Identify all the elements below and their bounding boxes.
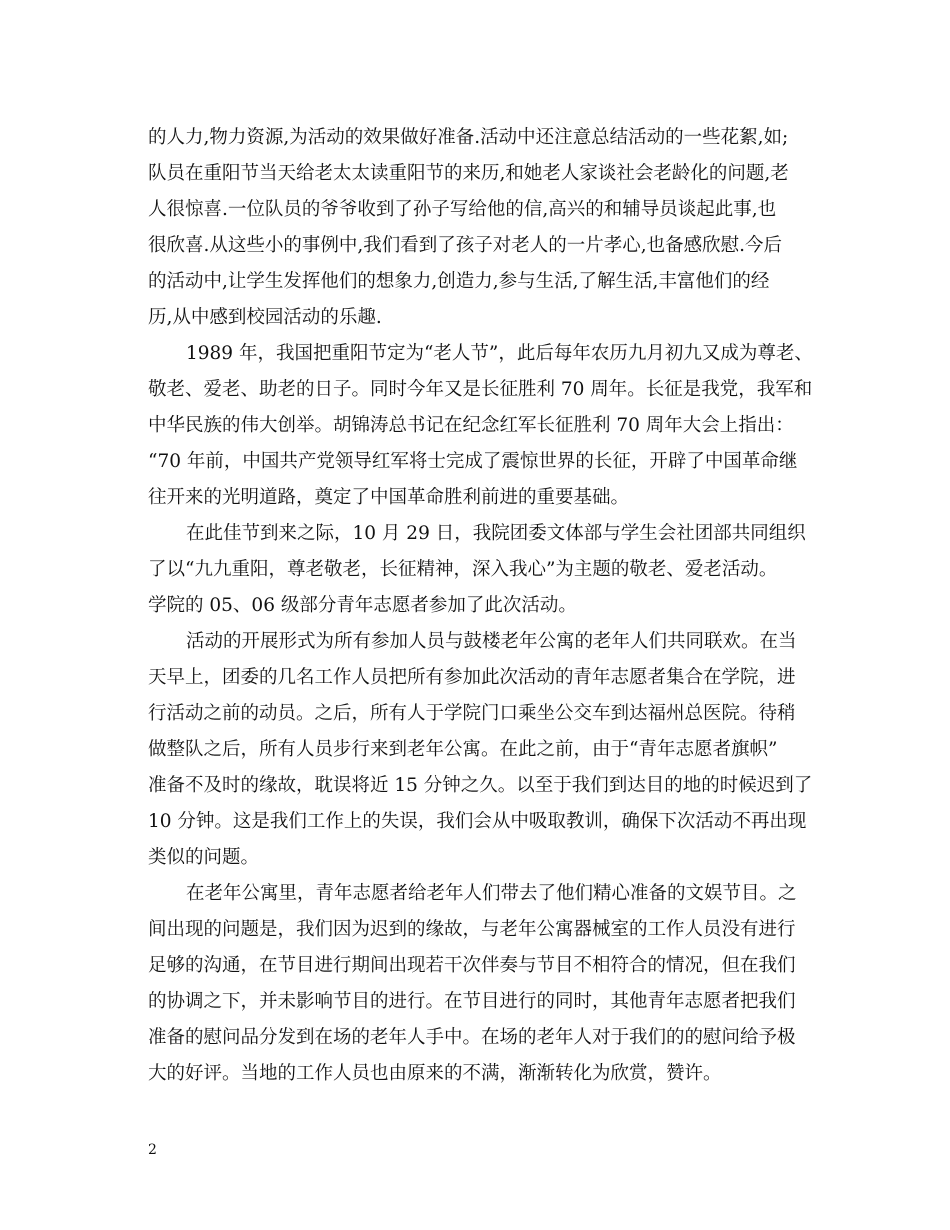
text-line: 队员在重阳节当天给老太太读重阳节的来历,和她老人家谈社会老龄化的问题,老	[148, 163, 789, 184]
paragraph-first-line: 在老年公寓里，青年志愿者给老年人们带去了他们精心准备的文娱节目。之	[186, 883, 797, 904]
text-line: 类似的问题。	[148, 847, 260, 868]
text-line: 的活动中,让学生发挥他们的想象力,创造力,参与生活,了解生活,丰富他们的经	[148, 271, 770, 292]
text-line: 人很惊喜.一位队员的爷爷收到了孙子写给他的信,高兴的和辅导员谈起此事,也	[148, 199, 777, 220]
text-line: 准备不及时的缘故，耽误将近 15 分钟之久。以至于我们到达目的地的时候迟到了	[148, 775, 813, 796]
text-line: 行活动之前的动员。之后，所有人于学院门口乘坐公交车到达福州总医院。待稍	[148, 703, 796, 724]
text-line: 往开来的光明道路，奠定了中国革命胜利前进的重要基础。	[148, 487, 630, 508]
text-line: 10 分钟。这是我们工作上的失误，我们会从中吸取教训，确保下次活动不再出现	[148, 811, 807, 832]
paragraph-first-line: 在此佳节到来之际，10 月 29 日，我院团委文体部与学生会社团部共同组织	[186, 523, 806, 544]
text-line: 历,从中感到校园活动的乐趣.	[148, 307, 382, 328]
text-line: 的协调之下，并未影响节目的进行。在节目进行的同时，其他青年志愿者把我们	[148, 991, 796, 1012]
body-text	[148, 120, 813, 1092]
text-line: 足够的沟通，在节目进行期间出现若干次伴奏与节目不相符合的情况，但在我们	[148, 955, 796, 976]
text-line: 敬老、爱老、助老的日子。同时今年又是长征胜利 70 周年。长征是我党，我军和	[148, 379, 813, 400]
text-line: 了以“九九重阳，尊老敬老，长征精神，深入我心”为主题的敬老、爱老活动。	[148, 559, 778, 580]
text-line: 中华民族的伟大创举。胡锦涛总书记在纪念红军长征胜利 70 周年大会上指出：	[148, 415, 794, 436]
text-line: 天早上，团委的几名工作人员把所有参加此次活动的青年志愿者集合在学院，进	[148, 667, 796, 688]
text-line: 间出现的问题是，我们因为迟到的缘故，与老年公寓器械室的工作人员没有进行	[148, 919, 796, 940]
text-line: 的人力,物力资源,为活动的效果做好准备.活动中还注意总结活动的一些花絮,如;	[148, 127, 789, 148]
page-number: 2	[148, 1142, 157, 1158]
paragraph-first-line: 活动的开展形式为所有参加人员与鼓楼老年公寓的老年人们共同联欢。在当	[186, 631, 797, 652]
paragraph-first-line: 1989 年，我国把重阳节定为“老人节”，此后每年农历九月初九又成为尊老、	[186, 343, 813, 364]
text-line: “70 年前，中国共产党领导红军将士完成了震惊世界的长征，开辟了中国革命继	[148, 451, 798, 472]
text-line: 准备的慰问品分发到在场的老年人手中。在场的老年人对于我们的的慰问给予极	[148, 1027, 796, 1048]
text-line: 很欣喜.从这些小的事例中,我们看到了孩子对老人的一片孝心,也备感欣慰.今后	[148, 235, 783, 256]
text-line: 大的好评。当地的工作人员也由原来的不满，渐渐转化为欣赏，赞许。	[148, 1063, 722, 1084]
text-line: 做整队之后，所有人员步行来到老年公寓。在此之前，由于“青年志愿者旗帜”	[148, 739, 778, 760]
text-line: 学院的 05、06 级部分青年志愿者参加了此次活动。	[148, 595, 577, 616]
